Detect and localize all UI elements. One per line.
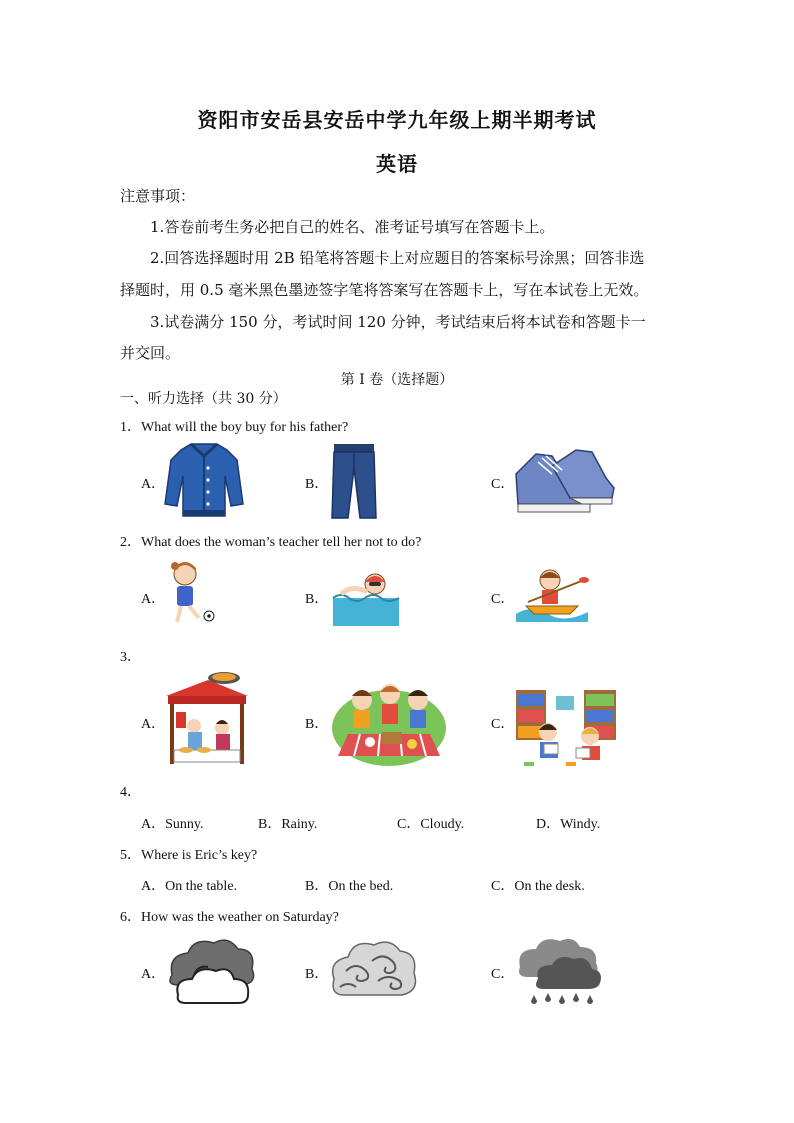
q2-option-b[interactable]: B． xyxy=(305,592,329,607)
q4-option-b[interactable]: B．Rainy. xyxy=(258,817,318,832)
question-5 xyxy=(120,844,257,864)
question-number: 2． xyxy=(120,535,141,550)
subject-title: 英语 xyxy=(376,152,418,176)
question-6 xyxy=(120,906,339,926)
jacket-icon xyxy=(163,440,245,522)
question-4 xyxy=(120,781,141,801)
windy-icon xyxy=(328,935,420,1007)
question-text: What does the woman’s teacher tell her not to do? xyxy=(141,535,422,550)
notice-item-3-line-2: 并交回。 xyxy=(120,344,181,362)
jeans-icon xyxy=(330,442,378,522)
q6-option-a[interactable]: A． xyxy=(141,967,166,982)
library-reading-icon xyxy=(514,686,618,770)
sneakers-icon xyxy=(512,444,616,520)
q4-option-d[interactable]: D．Windy. xyxy=(536,817,601,832)
question-number: 5． xyxy=(120,848,141,863)
question-number: 3． xyxy=(120,650,141,665)
question-text: Where is Eric’s key? xyxy=(141,848,258,863)
kayaking-boy-icon xyxy=(512,560,592,628)
picnic-icon xyxy=(330,672,448,768)
rainy-cloud-icon xyxy=(514,935,604,1007)
notice-item-1: 1.答卷前考生务必把自己的姓名、准考证号填写在答题卡上。 xyxy=(150,218,555,236)
swimmer-icon xyxy=(331,562,401,628)
q2-option-c[interactable]: C． xyxy=(491,592,515,607)
volume-title: 第 I 卷（选择题） xyxy=(340,372,454,388)
exam-title: 资阳市安岳县安岳中学九年级上期半期考试 xyxy=(197,108,597,132)
q6-option-b[interactable]: B． xyxy=(305,967,329,982)
question-2 xyxy=(120,531,421,551)
notice-item-2-line-2: 择题时，用 0.5 毫米黑色墨迹签字笔将答案写在答题卡上，写在本试卷上无效。 xyxy=(120,281,649,299)
q1-option-c[interactable]: C． xyxy=(491,477,515,492)
food-stall-icon xyxy=(164,668,250,772)
q1-option-a[interactable]: A． xyxy=(141,477,166,492)
notice-item-2-line-1: 2.回答选择题时用 2B 铅笔将答题卡上对应题目的答案标号涂黑；回答非选 xyxy=(150,249,645,267)
q4-option-c[interactable]: C．Cloudy. xyxy=(397,817,465,832)
question-3 xyxy=(120,646,141,666)
question-number: 4． xyxy=(120,785,141,800)
q5-option-b[interactable]: B．On the bed. xyxy=(305,879,394,894)
q3-option-c[interactable]: C． xyxy=(491,717,515,732)
question-number: 6． xyxy=(120,910,141,925)
notice-heading: 注意事项： xyxy=(120,187,196,205)
question-1 xyxy=(120,416,348,436)
girl-playing-soccer-icon xyxy=(165,560,217,628)
q5-option-c[interactable]: C．On the desk. xyxy=(491,879,585,894)
q3-option-b[interactable]: B． xyxy=(305,717,329,732)
notice-item-3-line-1: 3.试卷满分 150 分，考试时间 120 分钟，考试结束后将本试卷和答题卡一 xyxy=(150,313,646,331)
question-text: How was the weather on Saturday? xyxy=(141,910,339,925)
cloudy-icon xyxy=(164,935,258,1007)
part-1-title: 一、听力选择（共 30 分） xyxy=(120,391,287,407)
q1-option-b[interactable]: B． xyxy=(305,477,329,492)
question-number: 1． xyxy=(120,420,141,435)
question-text: What will the boy buy for his father? xyxy=(141,420,349,435)
q5-option-a[interactable]: A．On the table. xyxy=(141,879,238,894)
q3-option-a[interactable]: A． xyxy=(141,717,166,732)
q6-option-c[interactable]: C． xyxy=(491,967,515,982)
q4-option-a[interactable]: A．Sunny. xyxy=(141,817,204,832)
q2-option-a[interactable]: A． xyxy=(141,592,166,607)
